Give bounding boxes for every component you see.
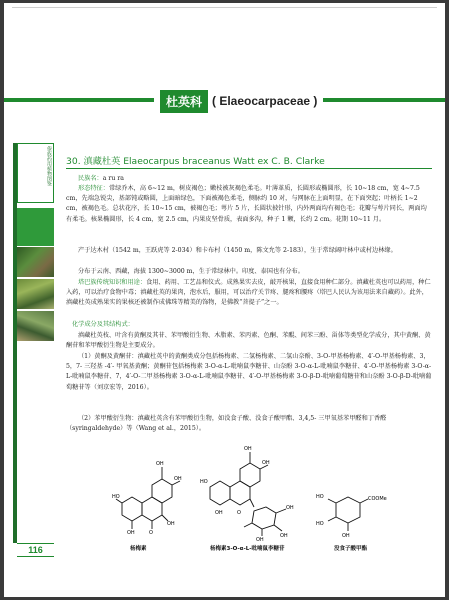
svg-text:OH: OH — [256, 537, 264, 541]
structure-name: 杨梅素 — [130, 546, 147, 552]
structure-myricetin-rhamnoside — [200, 443, 300, 541]
ethnic-name: a ru ra — [102, 175, 124, 182]
family-name-latin: ( Elaeocarpaceae ) — [212, 94, 318, 108]
distribution-paragraph: 分布于云南、西藏，海拔 1300~3000 m，生于常绿林中。印度、泰国也有分布。 — [78, 268, 304, 275]
species-title: 30. 滇藏杜英 Elaeocarpus braceanus Watt ex C. B. Clarke — [66, 156, 325, 167]
svg-text:OH: OH — [280, 533, 288, 539]
svg-text:HO: HO — [112, 494, 120, 500]
svg-text:HO: HO — [316, 521, 324, 527]
family-name-cn: 杜英科 — [160, 90, 208, 113]
svg-text:O: O — [149, 530, 153, 536]
uses-label: 塔巴族传统知识和用途： — [78, 279, 147, 286]
sidebar-stripe — [13, 143, 17, 543]
structure-name: 杨梅素3-O-α-L-吡喃鼠李糖苷 — [210, 546, 285, 552]
top-rule — [12, 7, 437, 8]
page-number: 116 — [17, 543, 54, 557]
plant-photo — [17, 311, 54, 341]
ester-group-label: COOMe — [368, 496, 387, 502]
svg-text:OH: OH — [127, 530, 135, 536]
svg-text:OH: OH — [167, 521, 175, 527]
uses-text: 食用、药用、工艺品和仪式。成熟果实去皮，敲开核果，直接食用种仁部分。滇藏杜英也可以药用，种仁入药，可以治疗食物中毒；滇藏杜英的果肉，泡水后，服用，可以治疗关节疼、腿疼和腰疼（塔巴人民认为该用法来自藏药）。此外，滇藏杜英成熟果实的果核还被制作成佛珠等精美的饰物，是佛教“菩提子”之一。 — [66, 279, 431, 307]
structure-name: 没食子酸甲酯 — [334, 546, 368, 552]
chemistry-intro: 滇藏杜英枝、叶含有黄酮及其苷、苯甲酸衍生物、木脂素、苯丙素、色酮、苯醌、间苯三酚、甾体等类型化学成分，其中黄酮、黄酮苷和苯甲酸衍生物是主要成分。 — [66, 332, 431, 350]
plant-photo — [17, 247, 54, 277]
svg-text:OH: OH — [215, 510, 223, 516]
svg-text:OH: OH — [174, 476, 182, 482]
page — [4, 3, 445, 597]
svg-text:OH: OH — [262, 460, 270, 466]
uses-paragraph — [66, 278, 432, 309]
morphology-paragraph — [66, 184, 432, 225]
svg-text:OH: OH — [286, 505, 294, 511]
ethnic-name-line — [66, 174, 432, 184]
ethnic-name-label: 民族名： — [78, 175, 103, 182]
chemistry-flavonoids: （1）黄酮及黄酮苷：滇藏杜英中的黄酮类成分包括杨梅素、二氢杨梅素、二氢山奈酚、3-O-甲基杨梅素、4′-O-甲基杨梅素、3，5，7- 三羟基 -4′- 甲氧基黄酮；黄酮苷包括杨梅素 3-O-α-L-吡喃鼠李糖苷、山奈酚 3-O-α-L-吡喃鼠李糖苷、4′-O-甲基杨梅素 3-O-α-L-吡喃鼠李糖苷、7，4′-O-二甲基杨梅素 3-O-α-L-吡喃鼠李糖苷、4′-O-甲基杨梅素 3-O-β-D-吡喃葡萄糖苷和山奈酚 3-O-β-D-吡喃葡萄糖苷等（刘京宏等，2016）。 — [66, 353, 432, 391]
svg-text:O: O — [237, 510, 241, 516]
chemistry-heading — [66, 320, 438, 330]
title-rule — [66, 168, 432, 169]
sidebar-book-title: 傣族药用植物图鉴 — [17, 143, 54, 203]
structure-myricetin — [112, 453, 182, 537]
chemistry-label: 化学成分及其结构式： — [72, 321, 134, 328]
morphology-label: 形态特征： — [78, 185, 109, 192]
chemistry-benzoic: （2）苯甲酸衍生物：滇藏杜英含有苯甲酸衍生物，如没食子酸、没食子酸甲酯、3,4,5- 三甲氧基苯甲醛和丁香醛（syringaldehyde）等（Wang et al.，2015）。 — [66, 415, 387, 433]
svg-text:HO: HO — [316, 494, 324, 500]
svg-text:HO: HO — [200, 479, 208, 485]
morphology-text: 常绿乔木，高 6~12 m，树皮褐色；嫩枝被灰褐色柔毛。叶薄革质，长圆形或椭圆形，长 10~18 cm，宽 4~7.5 cm，先端急锐尖，基部钝或略圆，上面暗绿色，下面被褐色柔毛，侧脉约 10 对，与网脉在上面明显，在下面突起；叶柄长 1~2 cm，被褐色毛。总状花序，长 10~15 cm，被褐色毛；萼片 5 片，长圆状披针形，内外两面均有褐色毛；花瓣与萼片同长，两面均有柔毛。核果椭圆形，长 4 cm，宽 2.5 cm，内果皮坚骨质，表面多沟，种子 1 颗，长约 2 cm。花期 10~11 月。 — [66, 185, 427, 223]
svg-text:OH: OH — [244, 446, 252, 452]
plant-photo — [17, 279, 54, 309]
sidebar-green-block — [17, 208, 54, 246]
specimen-paragraph: 产于达木村（1542 m，王跃虎等 2-034）和卡布村（1450 m，陈文允等 2-183），生于常绿阔叶林中或村边林缘。 — [78, 247, 397, 254]
structure-methyl-gallate — [316, 483, 396, 539]
family-title — [154, 89, 323, 113]
svg-text:OH: OH — [156, 461, 164, 467]
svg-text:OH: OH — [342, 533, 350, 539]
